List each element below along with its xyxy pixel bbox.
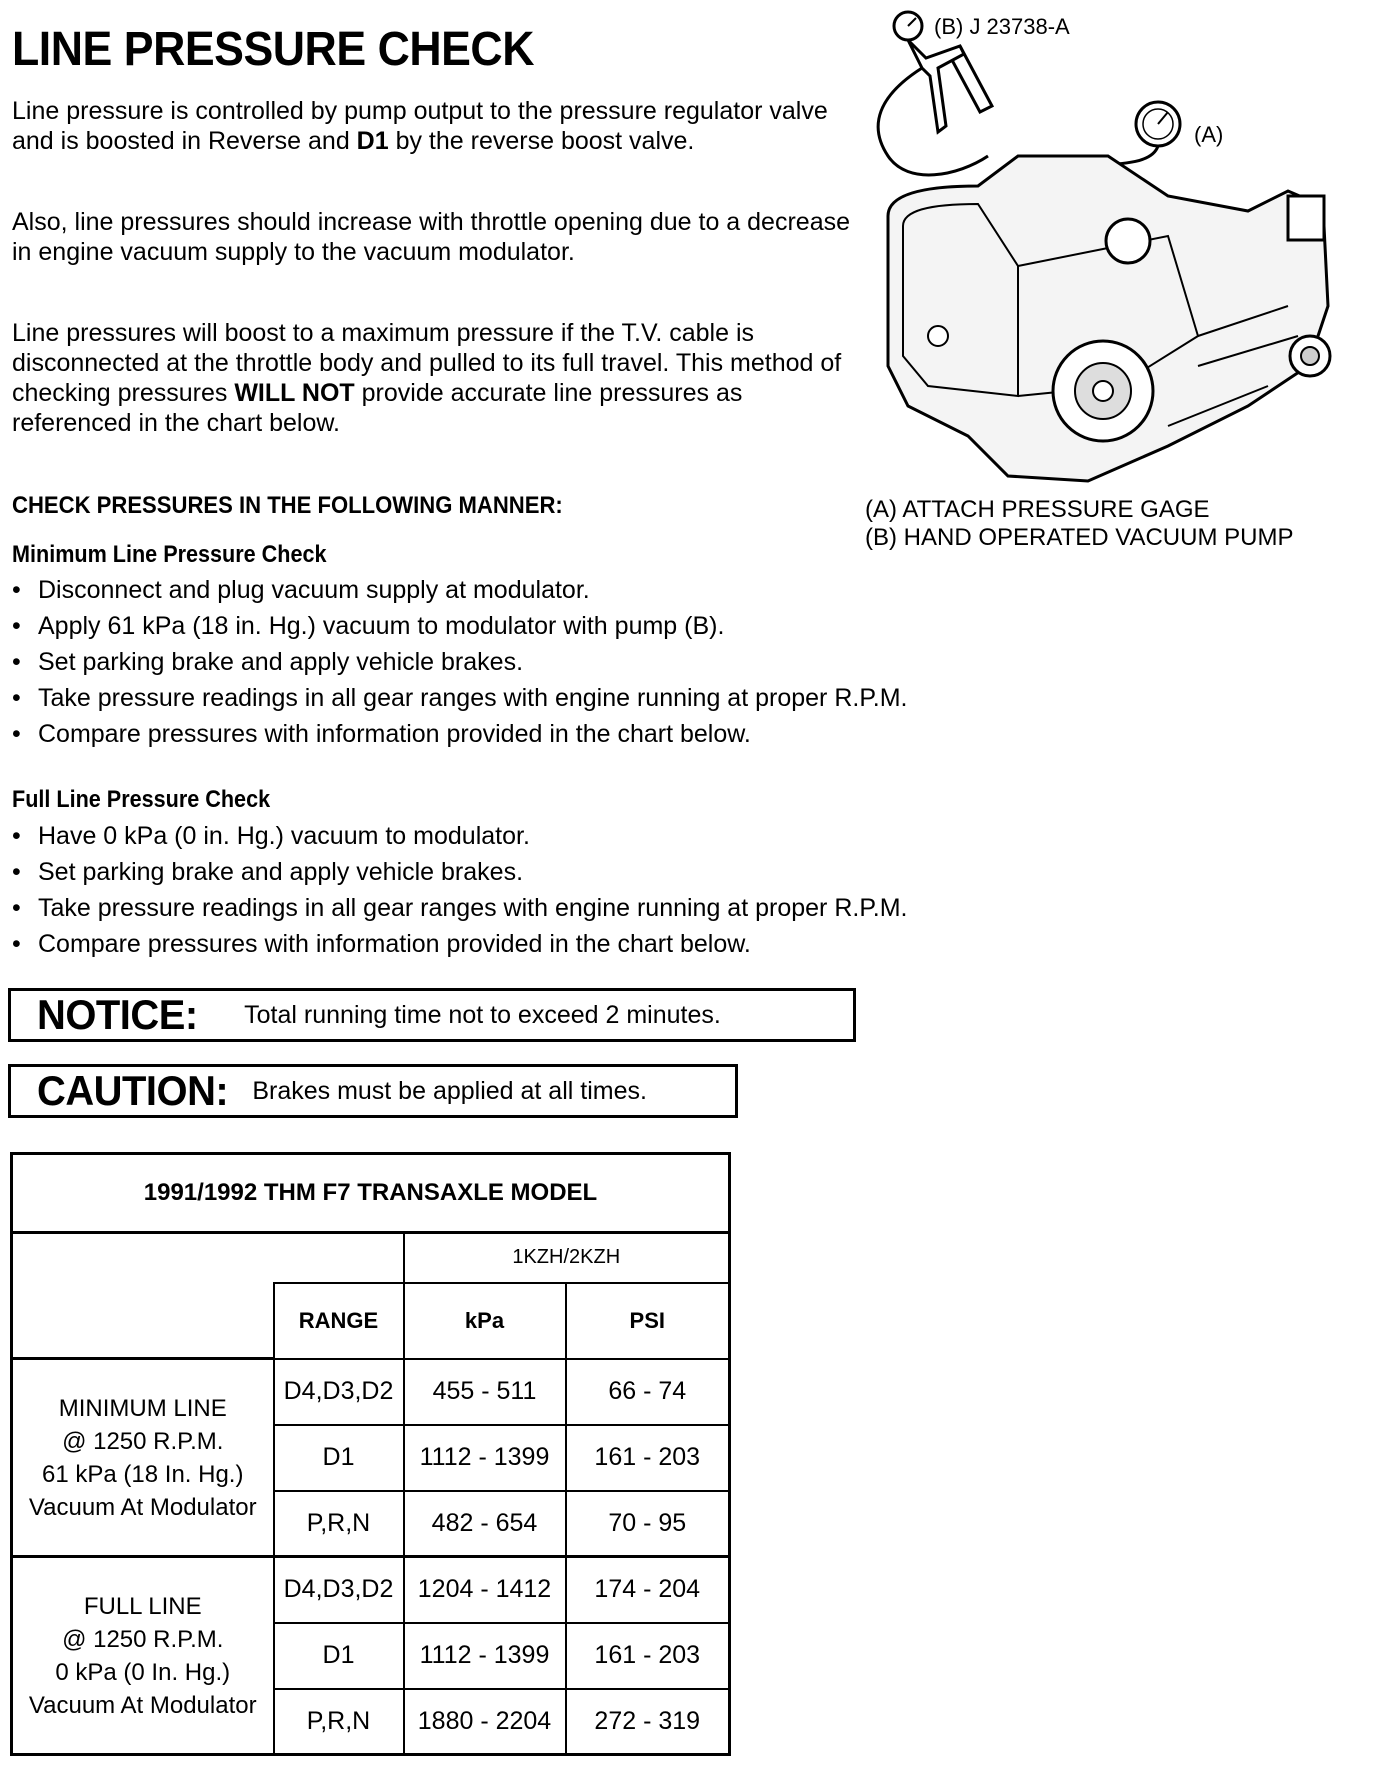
caution-box [8,1064,738,1118]
caution-text: Brakes must be applied at all times. [252,1076,647,1105]
notice-text: Total running time not to exceed 2 minutes. [244,1000,721,1029]
page-title: LINE PRESSURE CHECK [12,23,534,76]
intro-p3-text-b: provide accurate line pressures as referenced in the chart below. [12,379,743,437]
kpa-cell: 1112 - 1399 [404,1623,566,1689]
psi-cell: 161 - 203 [566,1425,730,1491]
intro-p1-text-b: by the reverse boost valve. [388,127,695,155]
col-kpa-header: kPa [404,1283,566,1359]
intro-p3-bold: WILL NOT [234,379,355,407]
range-cell: D4,D3,D2 [274,1557,404,1623]
mode-line: @ 1250 R.P.M. [62,1625,224,1653]
minimum-check-list [12,572,907,752]
mode-line: 0 kPa (0 In. Hg.) [55,1658,231,1686]
kpa-cell: 455 - 511 [404,1359,566,1425]
pressure-table [10,1152,731,1756]
table-row [12,1557,730,1623]
connector [1288,196,1324,240]
range-cell: D4,D3,D2 [274,1359,404,1425]
psi-cell: 272 - 319 [566,1689,730,1755]
list-item: • Take pressure readings in all gear ranges with engine running at proper R.P.M. [12,890,907,926]
range-header-spacer [274,1233,404,1283]
intro-paragraph-1 [12,96,862,156]
mode-cell-minimum [12,1359,274,1557]
caution-label: CAUTION: [37,1067,229,1114]
psi-cell: 66 - 74 [566,1359,730,1425]
figure-label-a: (A) [1194,122,1224,147]
minimum-check-heading: Minimum Line Pressure Check [12,541,327,568]
range-cell: P,R,N [274,1491,404,1557]
col-range-header: RANGE [274,1283,404,1359]
kpa-cell: 1880 - 2204 [404,1689,566,1755]
range-cell: P,R,N [274,1689,404,1755]
hand-pump-icon [908,40,964,132]
mode-line: @ 1250 R.P.M. [62,1427,224,1455]
psi-cell: 161 - 203 [566,1623,730,1689]
check-heading: CHECK PRESSURES IN THE FOLLOWING MANNER: [12,492,563,519]
range-cell: D1 [274,1623,404,1689]
col-psi-header: PSI [566,1283,730,1359]
kpa-cell: 1204 - 1412 [404,1557,566,1623]
kpa-cell: 1112 - 1399 [404,1425,566,1491]
list-item: • Set parking brake and apply vehicle brakes. [12,854,907,890]
figure-legend [865,496,1293,552]
list-item: • Set parking brake and apply vehicle brakes. [12,644,907,680]
mode-line: Vacuum At Modulator [28,1493,257,1521]
psi-cell: 70 - 95 [566,1491,730,1557]
mode-line: Vacuum At Modulator [28,1691,257,1719]
intro-paragraph-2: Also, line pressures should increase with throttle opening due to a decrease in engine vacuum supply to the vacuum modulator. [12,208,851,266]
psi-cell: 174 - 204 [566,1557,730,1623]
figure-label-b-tool: (B) J 23738-A [934,14,1070,39]
full-check-list [12,818,907,962]
notice-label: NOTICE: [37,991,198,1038]
list-item: • Apply 61 kPa (18 in. Hg.) vacuum to modulator with pump (B). [12,608,907,644]
full-check-heading: Full Line Pressure Check [12,786,271,813]
pressure-table-wrapper [10,1152,731,1756]
intro-paragraph-3 [12,318,862,438]
intro-p3-text-a: Line pressures will boost to a maximum pressure if the T.V. cable is disconnected at the throttle body and pulled to its full travel. This method of checking pressures [12,319,842,407]
mode-line: FULL LINE [83,1592,202,1620]
intro-p1-text-a: Line pressure is controlled by pump output to the pressure regulator valve and is boosted in Reverse and [12,97,828,155]
legend-item-a: (A) ATTACH PRESSURE GAGE [865,496,1210,523]
list-item: • Compare pressures with information provided in the chart below. [12,926,907,962]
mode-line: MINIMUM LINE [58,1394,227,1422]
intro-p1-bold: D1 [356,127,389,155]
list-item: • Take pressure readings in all gear ranges with engine running at proper R.P.M. [12,680,907,716]
legend-item-b: (B) HAND OPERATED VACUUM PUMP [865,524,1294,551]
list-item: • Disconnect and plug vacuum supply at modulator. [12,572,907,608]
kpa-cell: 482 - 654 [404,1491,566,1557]
list-item: • Have 0 kPa (0 in. Hg.) vacuum to modulator. [12,818,907,854]
range-cell: D1 [274,1425,404,1491]
table-title: 1991/1992 THM F7 TRANSAXLE MODEL [12,1154,730,1233]
list-item: • Compare pressures with information provided in the chart below. [12,716,907,752]
model-header: 1KZH/2KZH [404,1233,730,1283]
table-header-blank [12,1233,274,1359]
transaxle-figure [868,6,1338,494]
mode-line: 61 kPa (18 In. Hg.) [42,1460,244,1488]
mode-cell-full [12,1557,274,1755]
notice-box [8,988,856,1042]
table-row [12,1359,730,1425]
